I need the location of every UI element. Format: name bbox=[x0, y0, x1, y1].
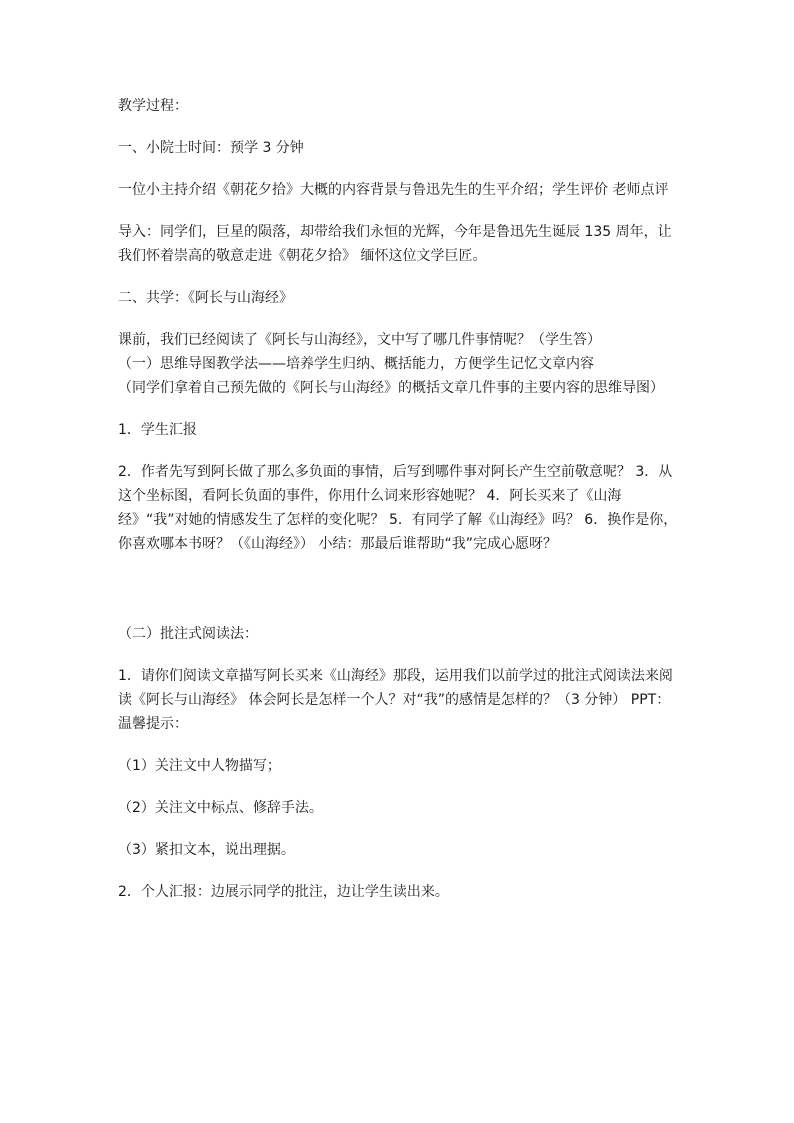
section-1-title: 一、小院士时间：预学 3 分钟 bbox=[118, 140, 304, 156]
tip-1: （1）关注文中人物描写； bbox=[118, 758, 281, 774]
method-2-title: （二）批注式阅读法： bbox=[118, 626, 258, 642]
item-1: 1．学生汇报 bbox=[118, 422, 197, 438]
item-2-questions: 2．作者先写到阿长做了那么多负面的事情，后写到哪件事对阿长产生空前敬意呢？ 3．从这个坐标图，看阿长负面的事件，你用什么词来形容她呢？ 4．阿长买来了《山海经》“我”对她的情感发生了怎样的变化呢？ 5．有同学了解《山海经》吗？ 6．换作是你，你喜欢哪本书呀？（《山海经》） 小结：那最后谁帮助“我”完成心愿呀？ bbox=[118, 464, 678, 552]
method-1-title: （一）思维导图教学法——培养学生归纳、概括能力，方便学生记忆文章内容 bbox=[118, 356, 594, 372]
section-1-intro: 一位小主持介绍《朝花夕拾》大概的内容背景与鲁迅先生的生平介绍；学生评价 老师点评 bbox=[118, 182, 669, 198]
section-1-lead-in: 导入：同学们，巨星的陨落，却带给我们永恒的光辉，今年是鲁迅先生诞辰 135 周年，让我们怀着崇高的敬意走进《朝花夕拾》 缅怀这位文学巨匠。 bbox=[118, 224, 672, 264]
tip-2: （2）关注文中标点、修辞手法。 bbox=[118, 800, 323, 816]
task-2: 2．个人汇报：边展示同学的批注，边让学生读出来。 bbox=[118, 884, 449, 900]
tip-3: （3）紧扣文本，说出理据。 bbox=[118, 842, 295, 858]
method-1-note: （同学们拿着自己预先做的《阿长与山海经》的概括文章几件事的主要内容的思维导图） bbox=[118, 380, 664, 396]
section-2-title: 二、共学：《阿长与山海经》 bbox=[118, 290, 293, 306]
document-heading: 教学过程： bbox=[118, 98, 188, 114]
document-body bbox=[118, 94, 678, 904]
section-2-question: 课前，我们已经阅读了《阿长与山海经》，文中写了哪几件事情呢？（学生答） bbox=[118, 332, 601, 348]
task-1: 1．请你们阅读文章描写阿长买来《山海经》那段，运用我们以前学过的批注式阅读法来阅读《阿长与山海经》 体会阿长是怎样一个人？对“我”的感情是怎样的？（3 分钟） PPT：温馨提示： bbox=[118, 668, 673, 732]
